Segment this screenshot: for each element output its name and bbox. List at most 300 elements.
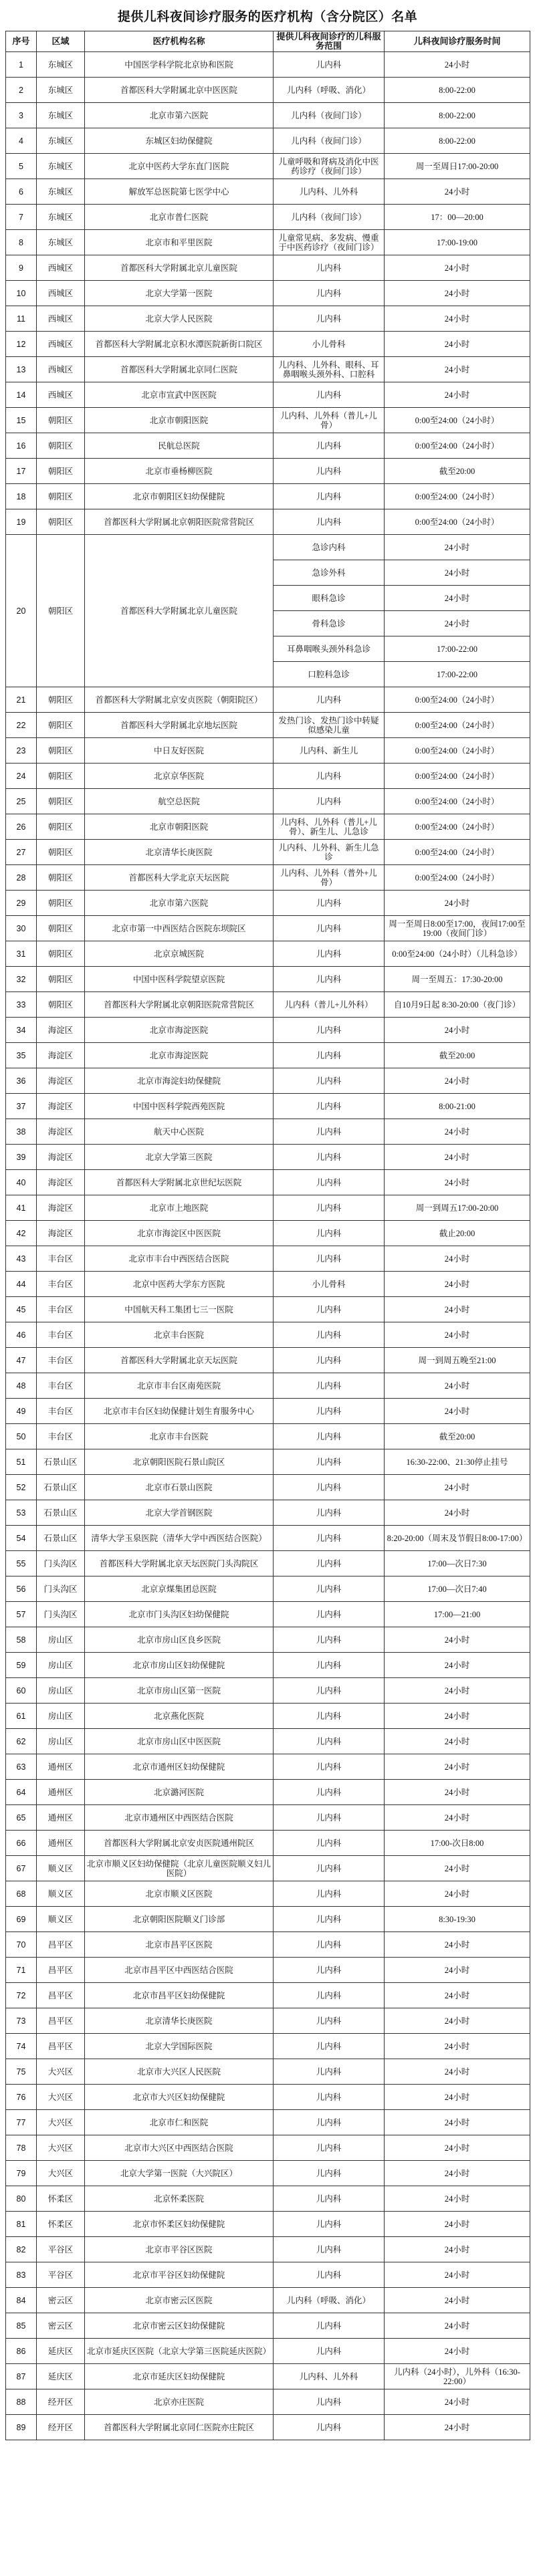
cell-scope: 儿内科 xyxy=(274,255,385,281)
table-row xyxy=(6,789,530,814)
cell-district: 房山区 xyxy=(37,1704,85,1729)
table-row xyxy=(6,230,530,255)
cell-name: 北京市门头沟区妇幼保健院 xyxy=(85,1602,274,1627)
cell-name: 北京市密云区妇幼保健院 xyxy=(85,2313,274,2339)
cell-time: 24小时 xyxy=(385,1018,530,1043)
cell-district: 昌平区 xyxy=(37,2034,85,2059)
cell-scope: 儿内科 xyxy=(274,2339,385,2364)
cell-district: 大兴区 xyxy=(37,2161,85,2186)
cell-no: 77 xyxy=(6,2110,37,2135)
cell-no: 29 xyxy=(6,891,37,916)
cell-district: 丰台区 xyxy=(37,1424,85,1449)
table-row xyxy=(6,382,530,408)
cell-name: 北京市普仁医院 xyxy=(85,205,274,230)
cell-name: 北京大学第三医院 xyxy=(85,1145,274,1170)
table-row xyxy=(6,1043,530,1068)
cell-district: 经开区 xyxy=(37,2389,85,2415)
cell-district: 东城区 xyxy=(37,78,85,103)
cell-scope: 儿内科 xyxy=(274,1221,385,1246)
cell-scope: 儿内科 xyxy=(274,459,385,484)
cell-time: 24小时 xyxy=(385,306,530,332)
cell-name: 北京市朝阳医院 xyxy=(85,814,274,840)
cell-name: 北京市房山区良乡医院 xyxy=(85,1627,274,1653)
cell-name: 北京朝阳医院顺义门诊部 xyxy=(85,1907,274,1932)
cell-scope: 儿内科 xyxy=(274,1043,385,1068)
cell-no: 54 xyxy=(6,1526,37,1551)
cell-scope: 发热门诊、发热门诊中转疑似感染儿童 xyxy=(274,713,385,738)
cell-name: 首都医科大学附属北京儿童医院 xyxy=(85,255,274,281)
cell-district: 丰台区 xyxy=(37,1348,85,1373)
cell-time: 儿内科（24小时），儿外科（16:30-22:00） xyxy=(385,2364,530,2389)
cell-name: 北京大学人民医院 xyxy=(85,306,274,332)
cell-district: 昌平区 xyxy=(37,2008,85,2034)
table-row xyxy=(6,1526,530,1551)
cell-time: 24小时 xyxy=(385,1145,530,1170)
cell-name: 北京市海淀区中医医院 xyxy=(85,1221,274,1246)
table-row xyxy=(6,992,530,1018)
cell-no: 22 xyxy=(6,713,37,738)
cell-district: 顺义区 xyxy=(37,1907,85,1932)
cell-scope: 儿内科 xyxy=(274,1195,385,1221)
cell-district: 门头沟区 xyxy=(37,1602,85,1627)
table-row xyxy=(6,840,530,865)
cell-scope: 儿内科 xyxy=(274,306,385,332)
table-row xyxy=(6,1094,530,1119)
table-row xyxy=(6,1602,530,1627)
cell-district: 东城区 xyxy=(37,179,85,205)
cell-district: 朝阳区 xyxy=(37,687,85,713)
cell-no: 21 xyxy=(6,687,37,713)
table-row xyxy=(6,1653,530,1678)
cell-scope: 儿内科 xyxy=(274,1145,385,1170)
table-row xyxy=(6,1831,530,1856)
cell-scope: 儿内科 xyxy=(274,1449,385,1475)
cell-scope: 急诊外科 xyxy=(274,560,385,586)
cell-scope: 耳鼻咽喉头颈外科急诊 xyxy=(274,636,385,662)
table-body xyxy=(6,52,530,2440)
cell-scope: 儿内科 xyxy=(274,433,385,459)
table-row xyxy=(6,1348,530,1373)
cell-no: 14 xyxy=(6,382,37,408)
cell-time: 24小时 xyxy=(385,1170,530,1195)
cell-time: 24小时 xyxy=(385,382,530,408)
cell-time: 周一到周五晚至21:00 xyxy=(385,1348,530,1373)
table-row xyxy=(6,1195,530,1221)
cell-time: 24小时 xyxy=(385,2135,530,2161)
cell-name: 首都医科大学北京天坛医院 xyxy=(85,865,274,891)
cell-time: 24小时 xyxy=(385,2008,530,2034)
cell-scope: 儿内科 xyxy=(274,1576,385,1602)
cell-no: 27 xyxy=(6,840,37,865)
table-row xyxy=(6,1119,530,1145)
cell-district: 怀柔区 xyxy=(37,2212,85,2237)
cell-no: 39 xyxy=(6,1145,37,1170)
cell-no: 73 xyxy=(6,2008,37,2034)
cell-time: 24小时 xyxy=(385,1704,530,1729)
table-row xyxy=(6,1881,530,1907)
cell-time: 24小时 xyxy=(385,332,530,357)
cell-district: 朝阳区 xyxy=(37,992,85,1018)
cell-no: 31 xyxy=(6,941,37,967)
cell-name: 首都医科大学附属北京安贞医院通州院区 xyxy=(85,1831,274,1856)
cell-scope: 儿内科 xyxy=(274,1805,385,1831)
cell-name: 北京市第六医院 xyxy=(85,103,274,128)
cell-name: 北京市朝阳医院 xyxy=(85,408,274,433)
cell-name: 北京清华长庚医院 xyxy=(85,840,274,865)
table-row xyxy=(6,179,530,205)
table-row xyxy=(6,1704,530,1729)
cell-no: 67 xyxy=(6,1856,37,1881)
cell-time: 17:00—次日7:30 xyxy=(385,1551,530,1576)
table-row xyxy=(6,1551,530,1576)
table-row xyxy=(6,1780,530,1805)
cell-time: 16:30-22:00、21:30停止挂号 xyxy=(385,1449,530,1475)
cell-scope: 儿内科 xyxy=(274,1322,385,1348)
table-row xyxy=(6,2415,530,2440)
cell-scope: 儿内科、新生儿 xyxy=(274,738,385,764)
cell-district: 朝阳区 xyxy=(37,509,85,535)
cell-time: 0:00至24:00（24小时） xyxy=(385,814,530,840)
table-header-row xyxy=(6,31,530,52)
cell-name: 中国中医科学院望京医院 xyxy=(85,967,274,992)
cell-scope: 儿内科 xyxy=(274,1754,385,1780)
cell-no: 75 xyxy=(6,2059,37,2085)
cell-district: 海淀区 xyxy=(37,1043,85,1068)
cell-name: 北京市平谷区妇幼保健院 xyxy=(85,2262,274,2288)
cell-district: 房山区 xyxy=(37,1678,85,1704)
cell-no: 9 xyxy=(6,255,37,281)
cell-no: 35 xyxy=(6,1043,37,1068)
cell-no: 7 xyxy=(6,205,37,230)
cell-no: 51 xyxy=(6,1449,37,1475)
cell-scope: 儿内科 xyxy=(274,764,385,789)
cell-no: 38 xyxy=(6,1119,37,1145)
cell-district: 房山区 xyxy=(37,1627,85,1653)
cell-name: 北京燕化医院 xyxy=(85,1704,274,1729)
cell-name: 北京市丰台中西医结合医院 xyxy=(85,1246,274,1272)
cell-name: 北京大学国际医院 xyxy=(85,2034,274,2059)
cell-no: 81 xyxy=(6,2212,37,2237)
cell-district: 丰台区 xyxy=(37,1322,85,1348)
cell-name: 北京市和平里医院 xyxy=(85,230,274,255)
cell-time: 24小时 xyxy=(385,2237,530,2262)
cell-no: 45 xyxy=(6,1297,37,1322)
cell-scope: 儿内科 xyxy=(274,1094,385,1119)
table-row xyxy=(6,1449,530,1475)
cell-time: 24小时 xyxy=(385,255,530,281)
cell-no: 62 xyxy=(6,1729,37,1754)
cell-no: 86 xyxy=(6,2339,37,2364)
cell-time: 8:00-22:00 xyxy=(385,103,530,128)
cell-district: 延庆区 xyxy=(37,2364,85,2389)
cell-time: 17：00—20:00 xyxy=(385,205,530,230)
cell-time: 24小时 xyxy=(385,2389,530,2415)
cell-no: 5 xyxy=(6,154,37,179)
cell-no: 6 xyxy=(6,179,37,205)
cell-district: 海淀区 xyxy=(37,1145,85,1170)
cell-scope: 儿内科 xyxy=(274,2186,385,2212)
cell-no: 26 xyxy=(6,814,37,840)
cell-time: 0:00至24:00（24小时） xyxy=(385,789,530,814)
cell-no: 23 xyxy=(6,738,37,764)
cell-no: 72 xyxy=(6,1983,37,2008)
cell-name: 民航总医院 xyxy=(85,433,274,459)
cell-no: 76 xyxy=(6,2085,37,2110)
cell-no: 24 xyxy=(6,764,37,789)
cell-district: 朝阳区 xyxy=(37,865,85,891)
cell-time: 24小时 xyxy=(385,1373,530,1399)
cell-time: 24小时 xyxy=(385,2034,530,2059)
cell-scope: 儿内科 xyxy=(274,2415,385,2440)
cell-district: 昌平区 xyxy=(37,1958,85,1983)
cell-scope: 儿内科 xyxy=(274,1881,385,1907)
table-row xyxy=(6,357,530,382)
cell-scope: 儿内科 xyxy=(274,382,385,408)
cell-district: 东城区 xyxy=(37,103,85,128)
cell-district: 延庆区 xyxy=(37,2339,85,2364)
cell-scope: 儿内科 xyxy=(274,1958,385,1983)
cell-time: 17:00-22:00 xyxy=(385,662,530,687)
cell-district: 通州区 xyxy=(37,1754,85,1780)
cell-no: 20 xyxy=(6,535,37,687)
table-row xyxy=(6,306,530,332)
cell-time: 17:00-次日8:00 xyxy=(385,1831,530,1856)
cell-scope: 儿内科 xyxy=(274,687,385,713)
table-row xyxy=(6,2389,530,2415)
cell-district: 东城区 xyxy=(37,128,85,154)
cell-time: 周一至周日8:00至17:00，夜间17:00至19:00（夜间门诊） xyxy=(385,916,530,941)
cell-time: 0:00至24:00（24小时） xyxy=(385,865,530,891)
table-row xyxy=(6,2135,530,2161)
cell-time: 24小时 xyxy=(385,611,530,636)
cell-district: 海淀区 xyxy=(37,1094,85,1119)
cell-scope: 儿内科 xyxy=(274,1856,385,1881)
cell-district: 顺义区 xyxy=(37,1856,85,1881)
cell-name: 首都医科大学附属北京朝阳医院常营院区 xyxy=(85,992,274,1018)
table-row xyxy=(6,1907,530,1932)
cell-scope: 儿童呼吸和肾病及消化中医药诊疗（夜间门诊） xyxy=(274,154,385,179)
cell-no: 13 xyxy=(6,357,37,382)
cell-name: 北京市顺义区妇幼保健院（北京儿童医院顺义妇儿医院） xyxy=(85,1856,274,1881)
header-no: 序号 xyxy=(6,31,37,52)
cell-no: 28 xyxy=(6,865,37,891)
cell-scope: 儿内科（夜间门诊） xyxy=(274,205,385,230)
cell-name: 北京潞河医院 xyxy=(85,1780,274,1805)
cell-time: 截至20:00 xyxy=(385,459,530,484)
cell-time: 24小时 xyxy=(385,1322,530,1348)
cell-name: 中日友好医院 xyxy=(85,738,274,764)
cell-scope: 儿内科 xyxy=(274,2212,385,2237)
cell-district: 丰台区 xyxy=(37,1297,85,1322)
cell-district: 怀柔区 xyxy=(37,2186,85,2212)
cell-scope: 儿内科 xyxy=(274,1119,385,1145)
table-row xyxy=(6,1627,530,1653)
cell-district: 西城区 xyxy=(37,306,85,332)
cell-no: 3 xyxy=(6,103,37,128)
table-row xyxy=(6,891,530,916)
cell-time: 0:00至24:00（24小时） xyxy=(385,764,530,789)
cell-time: 24小时 xyxy=(385,1119,530,1145)
table-row xyxy=(6,967,530,992)
cell-scope: 儿内科 xyxy=(274,1500,385,1526)
document-title: 提供儿科夜间诊疗服务的医疗机构（含分院区）名单 xyxy=(117,10,418,24)
cell-scope: 儿内科 xyxy=(274,1831,385,1856)
cell-no: 40 xyxy=(6,1170,37,1195)
cell-district: 东城区 xyxy=(37,230,85,255)
cell-district: 海淀区 xyxy=(37,1119,85,1145)
cell-scope: 儿内科 xyxy=(274,941,385,967)
cell-scope: 儿内科 xyxy=(274,1170,385,1195)
table-row xyxy=(6,1399,530,1424)
cell-district: 海淀区 xyxy=(37,1018,85,1043)
header-scope: 提供儿科夜间诊疗的儿科服务范围 xyxy=(274,31,385,52)
cell-no: 57 xyxy=(6,1602,37,1627)
cell-no: 36 xyxy=(6,1068,37,1094)
header-district: 区域 xyxy=(37,31,85,52)
cell-district: 海淀区 xyxy=(37,1068,85,1094)
cell-district: 房山区 xyxy=(37,1729,85,1754)
cell-no: 64 xyxy=(6,1780,37,1805)
cell-no: 89 xyxy=(6,2415,37,2440)
cell-name: 北京亦庄医院 xyxy=(85,2389,274,2415)
cell-time: 0:00至24:00（24小时） xyxy=(385,408,530,433)
table-row xyxy=(6,2237,530,2262)
cell-scope: 儿内科 xyxy=(274,1018,385,1043)
cell-scope: 儿内科 xyxy=(274,484,385,509)
cell-time: 周一至周日17:00-20:00 xyxy=(385,154,530,179)
cell-time: 24小时 xyxy=(385,1780,530,1805)
cell-district: 朝阳区 xyxy=(37,891,85,916)
cell-scope: 儿内科 xyxy=(274,2313,385,2339)
cell-time: 24小时 xyxy=(385,1297,530,1322)
cell-time: 24小时 xyxy=(385,1653,530,1678)
cell-scope: 儿内科 xyxy=(274,1932,385,1958)
cell-district: 昌平区 xyxy=(37,1983,85,2008)
table-row xyxy=(6,2034,530,2059)
cell-no: 88 xyxy=(6,2389,37,2415)
cell-scope: 儿内科（夜间门诊） xyxy=(274,128,385,154)
cell-scope: 儿内科 xyxy=(274,2008,385,2034)
table-row xyxy=(6,1221,530,1246)
cell-time: 24小时 xyxy=(385,281,530,306)
cell-scope: 儿内科 xyxy=(274,891,385,916)
cell-scope: 儿内科、儿外科 xyxy=(274,2364,385,2389)
cell-time: 24小时 xyxy=(385,52,530,78)
cell-scope: 儿内科 xyxy=(274,1373,385,1399)
table-row xyxy=(6,2313,530,2339)
cell-no: 8 xyxy=(6,230,37,255)
cell-no: 59 xyxy=(6,1653,37,1678)
table-row xyxy=(6,1373,530,1399)
cell-no: 48 xyxy=(6,1373,37,1399)
cell-name: 北京市海淀医院 xyxy=(85,1018,274,1043)
cell-time: 24小时 xyxy=(385,2313,530,2339)
cell-no: 74 xyxy=(6,2034,37,2059)
cell-no: 60 xyxy=(6,1678,37,1704)
table-row xyxy=(6,916,530,941)
cell-district: 顺义区 xyxy=(37,1881,85,1907)
table-row xyxy=(6,408,530,433)
cell-scope: 儿内科（呼吸、消化） xyxy=(274,78,385,103)
cell-no: 52 xyxy=(6,1475,37,1500)
cell-scope: 儿童常见病、多发病、慢重于中医药诊疗（夜间门诊） xyxy=(274,230,385,255)
table-row xyxy=(6,1475,530,1500)
cell-no: 19 xyxy=(6,509,37,535)
cell-time: 17:00—21:00 xyxy=(385,1602,530,1627)
cell-district: 海淀区 xyxy=(37,1221,85,1246)
cell-name: 北京市延庆区医院（北京大学第三医院延庆医院） xyxy=(85,2339,274,2364)
cell-district: 丰台区 xyxy=(37,1373,85,1399)
cell-name: 北京市上地医院 xyxy=(85,1195,274,1221)
cell-name: 首都医科大学附属北京同仁医院 xyxy=(85,357,274,382)
cell-no: 84 xyxy=(6,2288,37,2313)
cell-time: 0:00至24:00（24小时）（儿科急诊） xyxy=(385,941,530,967)
cell-time: 24小时 xyxy=(385,1805,530,1831)
cell-district: 石景山区 xyxy=(37,1449,85,1475)
cell-time: 24小时 xyxy=(385,2262,530,2288)
cell-time: 24小时 xyxy=(385,2161,530,2186)
cell-name: 北京朝阳医院石景山院区 xyxy=(85,1449,274,1475)
cell-scope: 口腔科急诊 xyxy=(274,662,385,687)
cell-scope: 儿内科 xyxy=(274,2085,385,2110)
cell-time: 24小时 xyxy=(385,2339,530,2364)
cell-no: 47 xyxy=(6,1348,37,1373)
cell-district: 朝阳区 xyxy=(37,408,85,433)
cell-no: 44 xyxy=(6,1272,37,1297)
cell-time: 周一至周五：17:30-20:00 xyxy=(385,967,530,992)
cell-scope: 儿内科 xyxy=(274,916,385,941)
cell-name: 北京市顺义区医院 xyxy=(85,1881,274,1907)
cell-time: 0:00至24:00（24小时） xyxy=(385,509,530,535)
cell-district: 朝阳区 xyxy=(37,840,85,865)
cell-scope: 儿内科 xyxy=(274,1475,385,1500)
cell-scope: 儿内科 xyxy=(274,1704,385,1729)
cell-district: 西城区 xyxy=(37,332,85,357)
table-row xyxy=(6,1322,530,1348)
hospital-table xyxy=(5,31,530,2440)
table-row xyxy=(6,2262,530,2288)
cell-district: 朝阳区 xyxy=(37,713,85,738)
cell-scope: 急诊内科 xyxy=(274,535,385,560)
cell-scope: 儿内科、儿外科、眼科、耳鼻咽喉头颈外科、口腔科 xyxy=(274,357,385,382)
cell-district: 大兴区 xyxy=(37,2135,85,2161)
cell-name: 北京市大兴区人民医院 xyxy=(85,2059,274,2085)
cell-name: 北京市仁和医院 xyxy=(85,2110,274,2135)
cell-name: 北京市昌平区中西医结合医院 xyxy=(85,1958,274,1983)
cell-no: 70 xyxy=(6,1932,37,1958)
cell-name: 首都医科大学附属北京天坛医院门头沟院区 xyxy=(85,1551,274,1576)
table-row xyxy=(6,1678,530,1704)
cell-no: 83 xyxy=(6,2262,37,2288)
cell-name: 北京市第六医院 xyxy=(85,891,274,916)
table-row xyxy=(6,1424,530,1449)
table-row xyxy=(6,535,530,560)
cell-time: 24小时 xyxy=(385,560,530,586)
cell-no: 82 xyxy=(6,2237,37,2262)
cell-time: 自10月9日起 8:30-20:00（夜门诊） xyxy=(385,992,530,1018)
table-row xyxy=(6,103,530,128)
cell-district: 朝阳区 xyxy=(37,433,85,459)
cell-time: 24小时 xyxy=(385,1627,530,1653)
cell-name: 北京京华医院 xyxy=(85,764,274,789)
cell-name: 航天中心医院 xyxy=(85,1119,274,1145)
cell-name: 首都医科大学附属北京世纪坛医院 xyxy=(85,1170,274,1195)
cell-scope: 儿内科、儿外科、新生儿急诊 xyxy=(274,840,385,865)
cell-time: 24小时 xyxy=(385,1856,530,1881)
cell-time: 24小时 xyxy=(385,2059,530,2085)
cell-district: 朝阳区 xyxy=(37,916,85,941)
cell-name: 北京市第一中西医结合医院东坝院区 xyxy=(85,916,274,941)
